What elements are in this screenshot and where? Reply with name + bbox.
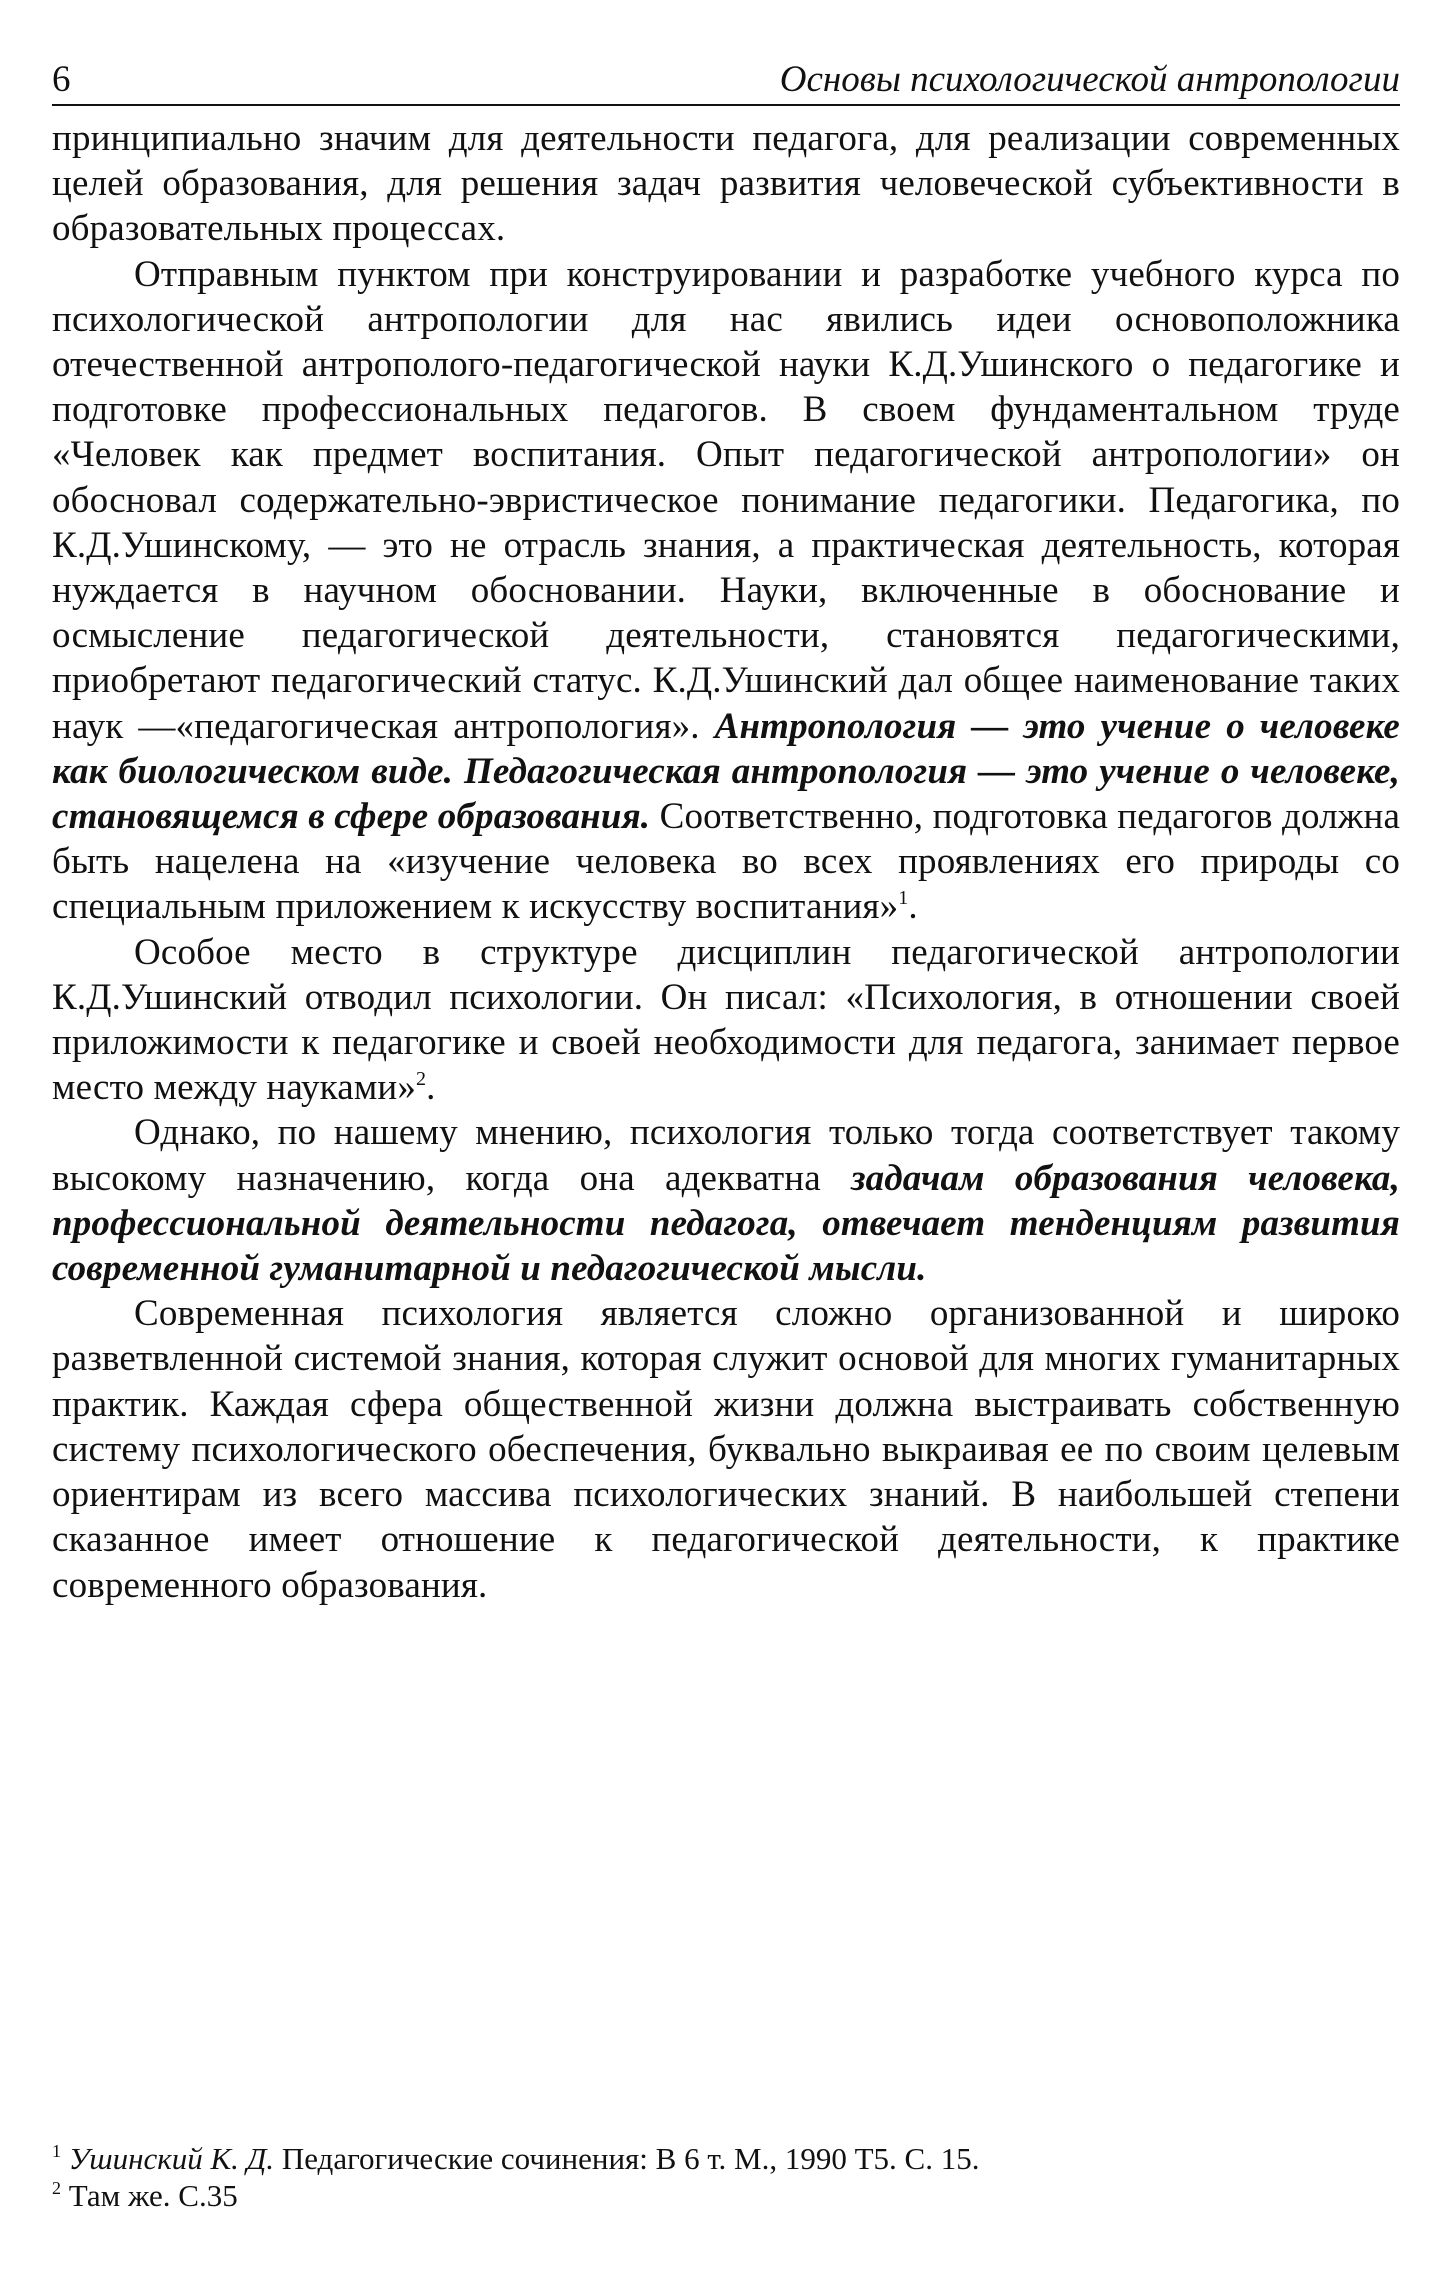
paragraph-5-text: Современная психология является сложно организованной и широко разветвленной системой знания, которая служит основой для многих гуманитарных практик. Каждая сфера общественной жизни должна выстраивать собственную систему психологического обеспечения, буквально выкраивая ее по своим целевым ориентирам из всего массива психологических знаний. В наибольшей степени сказанное имеет отношение к педагогической деятельности, к практике современного образования. [52, 1293, 1400, 1606]
paragraph-1-text: принципиально значим для деятельности педагога, для реализации современных целей образования, для решения задач развития человеческой субъективности в образовательных процессах. [52, 118, 1400, 250]
footnote-ref-1: 1 [898, 887, 909, 910]
footnote-2 [52, 2177, 1400, 2214]
footnote-marker: 2 [52, 2178, 61, 2198]
paragraph-2-emphasis: Антропология — это учение о человеке как биологическом виде. Педагогическая антропология — это учение о человеке, становящемся в сфере образования. [52, 705, 1400, 838]
paragraph-2-tail: Соответственно, подготовка педагогов должна быть нацелена на «изучение человека во всех проявлениях его природы со специальным приложением к искусству воспитания» [52, 796, 1401, 928]
paragraph-5 [52, 1291, 1400, 1607]
footnote-text: Там же. С.35 [68, 2178, 238, 2213]
footnotes [52, 2140, 1400, 2214]
paragraph-4 [52, 1110, 1400, 1291]
paragraph-2-text: Отправным пунктом при конструировании и разработке учебного курса по психологической антропологии для нас явились идеи основоположника отечественной антрополого-педагогической науки К.Д.Ушинского о педагогике и подготовке профессиональных педагогов. В своем фундаментальном труде «Человек как предмет воспитания. Опыт педагогической антропологии» он обосновал содержательно-эвристическое понимание педагогики. Педагогика, по К.Д.Ушинскому, — это не отрасль знания, а практическая деятельность, которая нуждается в научном обосновании. Науки, включенные в обоснование и осмысление педагогической деятельности, становятся педагогическими, приобретают педагогический статус. К.Д.Ушинский дал общее наименование таких наук —«педагогическая антропология». [52, 253, 1400, 747]
body-text [52, 116, 1400, 1608]
book-page [52, 58, 1400, 2258]
paragraph-2-end: . [908, 886, 918, 928]
paragraph-1 [52, 116, 1400, 252]
running-head [52, 58, 1400, 106]
paragraph-3-text: Особое место в структуре дисциплин педагогической антропологии К.Д.Ушинский отводил психологии. Он писал: «Психология, в отношении своей приложимости к педагогике и своей необходимости для педагога, занимает первое место между науками» [52, 931, 1400, 1109]
paragraph-4-text: Однако, по нашему мнению, психология только тогда соответствует такому высокому назначению, когда она адекватна [52, 1112, 1400, 1199]
footnote-ref-2: 2 [416, 1068, 427, 1091]
page-number: 6 [52, 59, 71, 100]
paragraph-3 [52, 930, 1400, 1111]
footnote-1 [52, 2140, 1400, 2177]
paragraph-2 [52, 252, 1400, 930]
footnote-author: Ушинский К. Д. [68, 2141, 275, 2176]
paragraph-3-end: . [426, 1067, 436, 1109]
footnote-marker: 1 [52, 2141, 61, 2161]
footnote-text: Педагогические сочинения: В 6 т. М., 1990 Т5. С. 15. [281, 2141, 980, 2176]
paragraph-4-emphasis: задачам образования человека, профессиональной деятельности педагога, отвечает тенденциям развития современной гуманитарной и педагогической мысли. [52, 1157, 1400, 1290]
running-title: Основы психологической антропологии [779, 59, 1400, 100]
